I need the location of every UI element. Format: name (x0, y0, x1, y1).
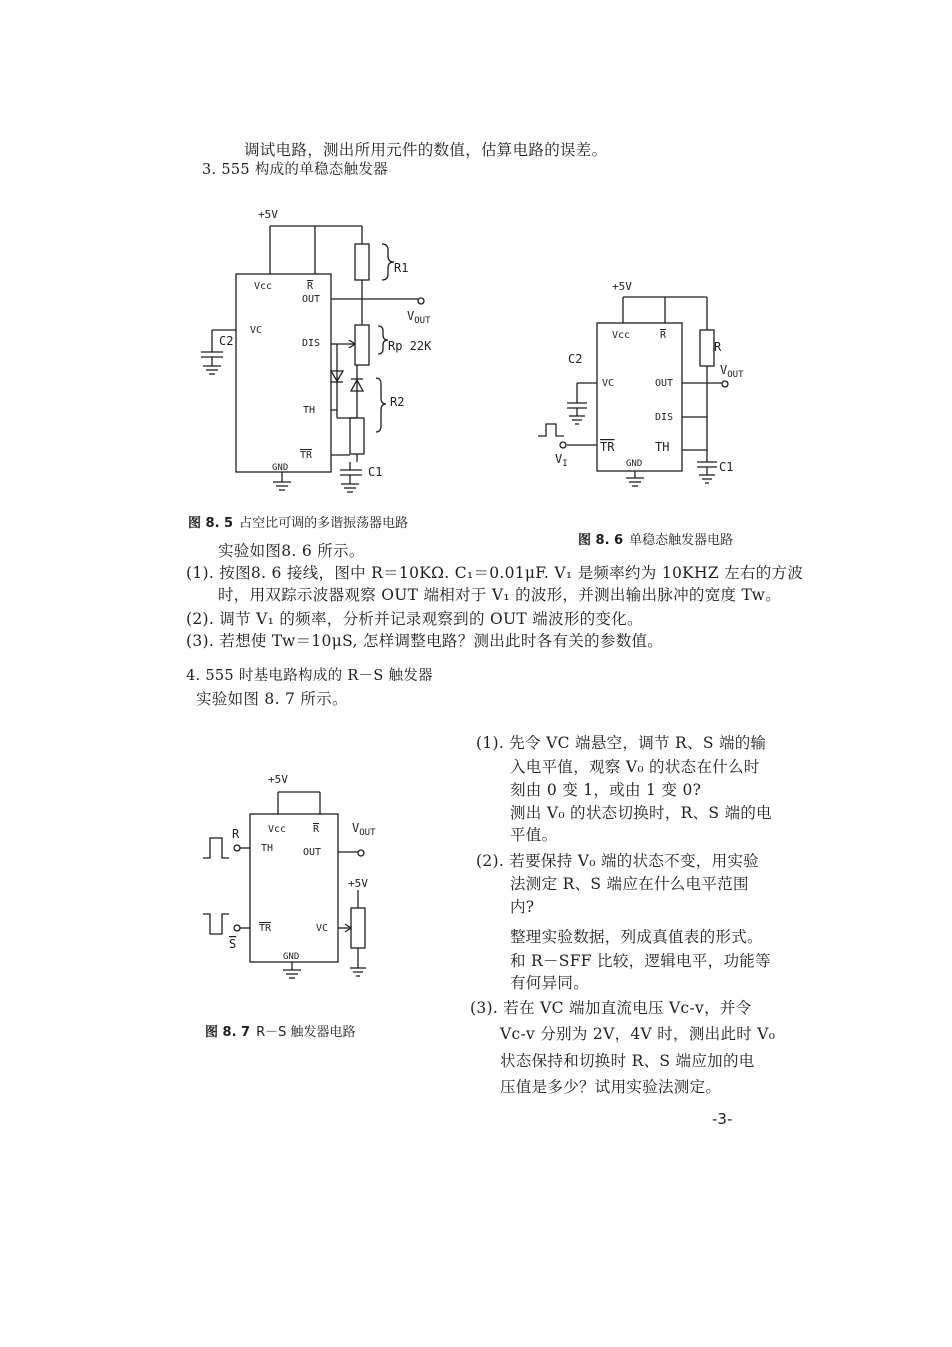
pin-tr: TR (259, 923, 272, 934)
figure-8-6-circuit (530, 280, 760, 490)
pin-vc: VC (602, 378, 615, 389)
text-line: (1). 先令 VC 端悬空，调节 R、S 端的输 (476, 734, 767, 752)
pin-gnd: GND (283, 952, 300, 962)
label-vout: $V_{OUT}$ (352, 821, 376, 838)
label-c1: C1 (368, 465, 383, 479)
pin-out: OUT (303, 847, 322, 858)
pin-vcc: Vcc (254, 281, 273, 292)
text-line: 压值是多少？试用实验法测定。 (500, 1078, 722, 1096)
supply-label-2: +5V (348, 877, 368, 890)
pin-th: TH (261, 843, 274, 854)
text-line: 时，用双踪示波器观察 OUT 端相对于 V₁ 的波形，并测出输出脉冲的宽度 Tw。 (218, 586, 782, 604)
text-line: 平值。 (510, 826, 558, 844)
text-line: 状态保持和切换时 R、S 端应加的电 (500, 1052, 755, 1070)
pin-gnd: GND (272, 463, 289, 473)
text-line: 实验如图 8. 7 所示。 (196, 690, 348, 708)
text-line: Vc-v 分别为 2V，4V 时，测出此时 V₀ (500, 1025, 776, 1043)
label-vi: $V_I$ (555, 452, 568, 469)
label-r1: R1 (394, 261, 409, 275)
text-line: 整理实验数据，列成真值表的形式。 (510, 928, 763, 946)
label-rp: Rp 22K (388, 339, 432, 353)
figure-8-7-circuit (195, 770, 395, 990)
label-r: R (714, 340, 722, 354)
pin-r: R (313, 824, 320, 835)
label-c2: C2 (219, 334, 234, 348)
text-line: 入电平值，观察 V₀ 的状态在什么时 (510, 758, 760, 776)
pin-r: R (307, 281, 314, 292)
page-number: -3- (712, 1110, 733, 1128)
pin-vcc: Vcc (268, 824, 287, 835)
text-line: 实验如图8. 6 所示。 (218, 542, 365, 560)
text-line: (2). 调节 V₁ 的频率，分析并记录观察到的 OUT 端波形的变化。 (186, 610, 643, 628)
figure-8-7-caption: 图 8. 7 R－S 触发器电路 (205, 1025, 356, 1040)
text-line: 测出 V₀ 的状态切换时，R、S 端的电 (510, 804, 772, 822)
supply-label: +5V (258, 208, 278, 221)
text-line: 有何异同。 (510, 974, 590, 992)
label-r-input: R (232, 827, 240, 841)
pin-tr: TR (300, 450, 313, 461)
pin-dis: DIS (302, 338, 321, 349)
section-heading: 3. 555 构成的单稳态触发器 (202, 162, 389, 178)
pin-out: OUT (655, 378, 674, 389)
section-heading: 4. 555 时基电路构成的 R－S 触发器 (186, 668, 433, 684)
label-r2: R2 (390, 395, 405, 409)
pin-vc: VC (250, 325, 263, 336)
label-vout: $V_{OUT}$ (407, 309, 431, 326)
supply-label: +5V (612, 280, 632, 293)
pin-th: TH (303, 405, 316, 416)
text-line: (3). 若想使 Tw＝10μS, 怎样调整电路？测出此时各有关的参数值。 (186, 632, 664, 650)
pin-dis: DIS (655, 412, 674, 423)
label-s-input: S (229, 937, 237, 951)
text-line: (3). 若在 VC 端加直流电压 Vc-v，并令 (470, 999, 752, 1017)
pin-th: TH (655, 440, 670, 454)
label-c2: C2 (568, 352, 583, 366)
label-c1: C1 (719, 460, 734, 474)
text-line: 和 R－SFF 比较，逻辑电平，功能等 (510, 952, 771, 970)
text-line: (2). 若要保持 V₀ 端的状态不变，用实验 (476, 852, 759, 870)
pin-r: R (660, 330, 667, 341)
pin-out: OUT (302, 294, 321, 305)
figure-8-6-caption: 图 8. 6 单稳态触发器电路 (578, 533, 734, 548)
pin-vc: VC (316, 923, 329, 934)
pin-tr: TR (600, 440, 615, 454)
text-line: 法测定 R、S 端应在什么电平范围 (510, 875, 749, 893)
pin-gnd: GND (626, 459, 643, 469)
figure-8-5-caption: 图 8. 5 占空比可调的多谐振荡器电路 (188, 516, 409, 531)
text-line: 刻由 0 变 1，或由 1 变 0? (510, 781, 702, 799)
pin-vcc: Vcc (612, 330, 631, 341)
text-line: (1). 按图8. 6 接线，图中 R＝10KΩ. C₁＝0.01μF. V₁ 是频率约为 10KHZ 左右的方波 (186, 564, 804, 582)
label-vout: $V_{OUT}$ (720, 363, 744, 380)
supply-label: +5V (268, 773, 288, 786)
text-line: 调试电路，测出所用元件的数值，估算电路的误差。 (244, 141, 608, 159)
text-line: 内? (510, 898, 535, 916)
